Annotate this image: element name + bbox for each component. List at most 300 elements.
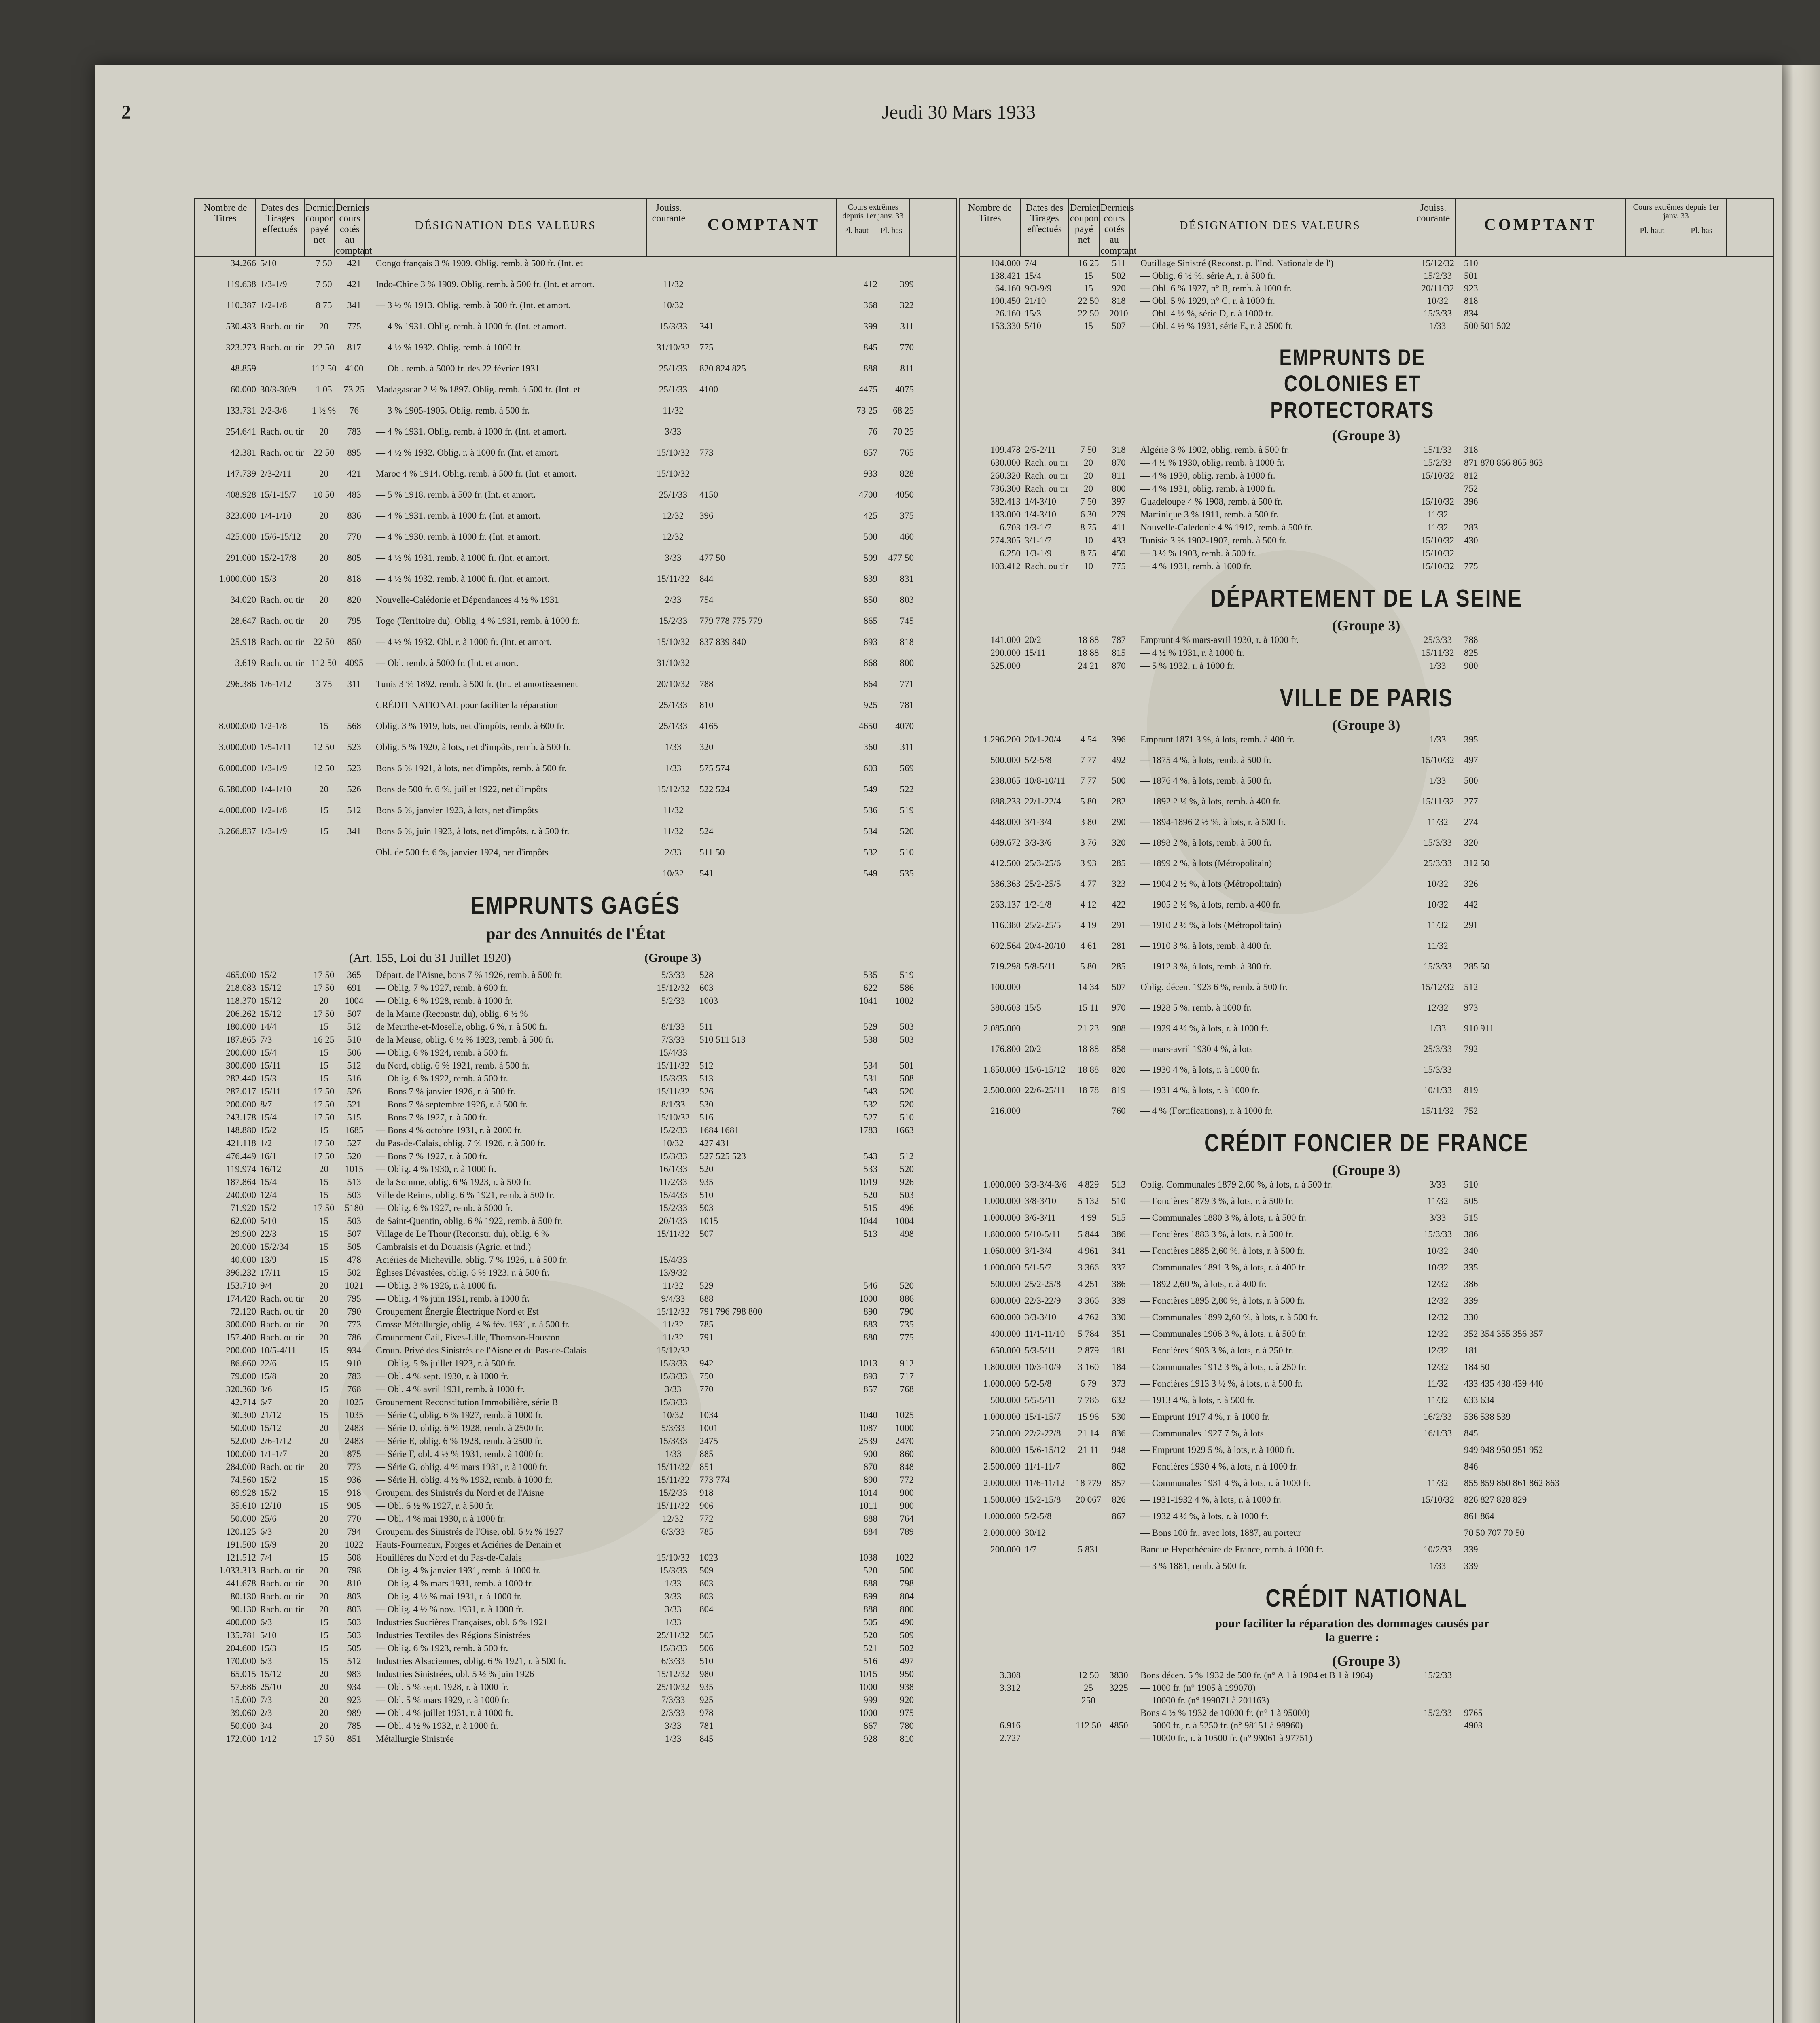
cell-plus-bas: 502: [900, 1643, 914, 1653]
cell-plus-haut: [1630, 647, 1678, 659]
cell-coupon: 15: [319, 1630, 328, 1640]
cell-comptant: [695, 1254, 841, 1266]
cell-derniers-cours: [1104, 1707, 1134, 1719]
cell-comptant: 386: [1464, 1279, 1478, 1289]
cell-coupon: 18 88: [1078, 635, 1099, 645]
table-row: [195, 1254, 956, 1266]
cell-comptant: 515: [1464, 1213, 1478, 1223]
table-row: [960, 1002, 1773, 1014]
cell-coupon: 4 61: [1080, 941, 1097, 951]
cell-tirages: 1/2-1/8: [260, 300, 287, 310]
table-row: [195, 1422, 956, 1434]
table-row: [195, 1189, 956, 1201]
cell-coupon: 24 21: [1078, 661, 1099, 671]
cell-tirages: 15/11: [1025, 648, 1046, 658]
cell-titres: 26.160: [995, 308, 1021, 318]
table-row: [195, 1552, 956, 1563]
cell-titres: 206.262: [226, 1009, 256, 1019]
cell-comptant: 510 511 513: [699, 1035, 746, 1045]
table-row: [960, 1444, 1773, 1456]
table-row: [195, 825, 956, 837]
cell-comptant: 819: [1464, 1085, 1478, 1095]
cell-plus-haut: 888: [863, 1578, 877, 1588]
cell-coupon: 15: [319, 1229, 328, 1239]
cell-tirages: Rach. ou tir: [260, 1306, 304, 1317]
cell-coupon: 7 77: [1080, 776, 1097, 786]
table-row: [195, 1681, 956, 1693]
cell-designation: — 4 ½ % 1932. Oblig. remb. à 1000 fr.: [376, 342, 522, 352]
cell-derniers-cours: 508: [347, 1552, 361, 1563]
cell-designation: Obl. de 500 fr. 6 %, janvier 1924, net d'impôts: [376, 847, 549, 857]
cell-comptant: 339: [1464, 1561, 1478, 1571]
cell-plus-haut: [1630, 560, 1678, 572]
cell-derniers-cours: 515: [347, 1112, 361, 1122]
cell-titres: 29.900: [230, 1229, 256, 1239]
table-row: [960, 1378, 1773, 1389]
cell-derniers-cours: 970: [1112, 1003, 1126, 1013]
cell-titres: 121.512: [226, 1552, 256, 1563]
cell-designation: Industries Textiles des Régions Sinistrées: [376, 1630, 530, 1640]
cell-plus-haut: 868: [863, 658, 877, 668]
right-table-header: [960, 199, 1773, 257]
cell-derniers-cours: 330: [1112, 1312, 1126, 1322]
cell-jouissance: 15/12/32: [657, 983, 690, 993]
cell-plus-haut: 527: [863, 1112, 877, 1122]
cell-derniers-cours: 934: [347, 1345, 361, 1355]
cell-derniers-cours: 795: [347, 616, 361, 626]
cell-tirages: 20/1-20/4: [1025, 734, 1061, 744]
cell-designation: — Foncières 1913 3 ½ %, à lots, r. à 500 fr.: [1140, 1378, 1303, 1389]
cell-plus-bas: 496: [900, 1203, 914, 1213]
cell-tirages: 5/10: [260, 1630, 277, 1640]
cell-comptant: 1684 1681: [699, 1125, 739, 1135]
cell-tirages: 20/2: [1025, 1044, 1041, 1054]
table-row: [195, 846, 956, 858]
cell-derniers-cours: 862: [1112, 1461, 1126, 1472]
cell-derniers-cours: 512: [347, 1656, 361, 1666]
cell-derniers-cours: 783: [347, 426, 361, 437]
cell-titres: 287.017: [226, 1086, 256, 1096]
cell-titres: 119.974: [226, 1164, 256, 1174]
cell-comptant: 844: [699, 574, 714, 584]
cell-titres: 284.000: [226, 1462, 256, 1472]
table-row: [195, 1073, 956, 1084]
table-row: [195, 1357, 956, 1369]
cell-designation: — 1875 4 %, à lots, remb. à 500 fr.: [1140, 755, 1271, 765]
table-row: [195, 1163, 956, 1175]
cell-coupon: 22 50: [313, 637, 335, 647]
cell-designation: — Communales 1899 2,60 %, à lots, r. à 500 fr.: [1140, 1312, 1318, 1322]
cell-derniers-cours: [1104, 1694, 1134, 1706]
table-row: [195, 1435, 956, 1447]
cell-jouissance: 15/10/32: [657, 1552, 690, 1563]
cell-plus-bas: 938: [900, 1682, 914, 1692]
cell-comptant: 427 431: [699, 1138, 730, 1148]
cell-plus-bas: [1678, 816, 1727, 828]
table-row: [960, 457, 1773, 469]
cell-comptant: 291: [1464, 920, 1478, 930]
cell-jouissance: 25/11/32: [657, 1630, 690, 1640]
cell-titres: 133.000: [990, 509, 1021, 520]
table-row: [195, 1319, 956, 1330]
cell-designation: Emprunt 4 % mars-avril 1930, r. à 1000 fr.: [1140, 635, 1299, 645]
cell-titres: 172.000: [226, 1734, 256, 1744]
table-row: [195, 1642, 956, 1654]
cell-jouissance: 15/11/32: [657, 1462, 690, 1472]
cell-derniers-cours: 386: [1112, 1229, 1126, 1239]
cell-coupon: 112 50: [311, 363, 337, 373]
table-row: [960, 1361, 1773, 1373]
cell-plus-haut: [1630, 981, 1678, 993]
table-row: [195, 363, 956, 374]
cell-derniers-cours: 2483: [345, 1436, 364, 1446]
cell-plus-haut: 4650: [859, 721, 877, 731]
table-row: [960, 816, 1773, 828]
cell-plus-haut: 515: [863, 1203, 877, 1213]
cell-titres: 1.000.000: [983, 1213, 1021, 1223]
cell-jouissance: 15/12/32: [1421, 982, 1454, 992]
cell-jouissance: 12/32: [1427, 1296, 1449, 1306]
cell-coupon: 8 75: [1080, 548, 1097, 558]
cell-plus-bas: 520: [900, 1099, 914, 1109]
cell-jouissance: [1415, 1444, 1460, 1456]
cell-designation: Groupement Reconstitution Immobilière, série B: [376, 1397, 558, 1407]
cell-comptant: 500: [1464, 776, 1478, 786]
cell-plus-haut: [841, 1267, 877, 1279]
cell-designation: — 4 ½ % 1931, r. à 1000 fr.: [1140, 648, 1244, 658]
cell-tirages: 11/6-11/12: [1025, 1478, 1065, 1488]
cell-coupon: 15 96: [1078, 1412, 1099, 1422]
cell-plus-bas: 790: [900, 1306, 914, 1317]
table-row: [960, 1394, 1773, 1406]
cell-comptant: [1460, 509, 1630, 520]
col-header-comptant: COMPTANT: [1456, 199, 1626, 256]
col-header-designation: DÉSIGNATION DES VALEURS: [1130, 199, 1411, 256]
cell-titres: 291.000: [226, 553, 256, 563]
table-row: [960, 547, 1773, 559]
table-row: [195, 1707, 956, 1719]
cell-coupon: 15: [319, 1242, 328, 1252]
cell-plus-bas: 920: [900, 1695, 914, 1705]
cell-designation: — 1912 3 %, à lots, remb. à 300 fr.: [1140, 961, 1271, 971]
cell-tirages: 1/7: [1025, 1544, 1037, 1554]
cell-jouissance: 15/3/33: [659, 1643, 688, 1653]
cell-derniers-cours: 768: [347, 1384, 361, 1394]
cell-tirages: 11/1-11/7: [1025, 1461, 1060, 1472]
cell-plus-bas: [1678, 1682, 1727, 1694]
table-row: [195, 1539, 956, 1550]
cell-plus-bas: 503: [900, 1022, 914, 1032]
cell-tirages: 25/3-25/6: [1025, 858, 1061, 868]
cell-plus-bas: 512: [900, 1151, 914, 1161]
cell-comptant: 510: [699, 1656, 714, 1666]
plbas-label: Pl. bas: [1691, 226, 1712, 235]
cell-plus-haut: 368: [863, 300, 877, 310]
cell-tirages: 3/1-3/4: [1025, 817, 1052, 827]
cell-designation: Guadeloupe 4 % 1908, remb. à 500 fr.: [1140, 496, 1283, 507]
cell-titres: 1.000.000: [983, 1196, 1021, 1206]
cell-coupon: 20: [319, 532, 328, 542]
cell-jouissance: 25/10/32: [657, 1682, 690, 1692]
cell-plus-bas: [1678, 1212, 1727, 1224]
table-row: [960, 647, 1773, 659]
cell-derniers-cours: 568: [347, 721, 361, 731]
cell-designation: Nouvelle-Calédonie 4 % 1912, remb. à 500 fr.: [1140, 522, 1313, 532]
cell-titres: 800.000: [990, 1445, 1021, 1455]
cell-designation: — 3 ½ % 1913. Oblig. remb. à 500 fr. (Int. et amort.: [376, 300, 571, 310]
cell-comptant: [695, 257, 841, 269]
cell-titres: 116.380: [991, 920, 1021, 930]
cell-plus-bas: 375: [900, 511, 914, 521]
cell-tirages: Rach. ou tir: [260, 1604, 304, 1614]
cell-tirages: 3/3-3/10: [1025, 1312, 1056, 1322]
cell-tirages: 15/4: [260, 1048, 277, 1058]
cell-titres: 2.000.000: [983, 1528, 1021, 1538]
right-rows-outillage: [960, 257, 1773, 332]
cell-plus-haut: 925: [863, 700, 877, 710]
cell-tirages: 3/3-3/4-3/6: [1025, 1179, 1067, 1190]
cell-comptant: [695, 804, 841, 816]
cell-comptant: 820 824 825: [699, 363, 746, 373]
cell-jouissance: 10/32: [662, 1410, 684, 1420]
cell-plus-haut: 888: [863, 1514, 877, 1524]
cell-titres: 52.000: [230, 1436, 256, 1446]
cell-plus-haut: 1000: [859, 1682, 877, 1692]
cell-plus-bas: 1004: [895, 1216, 914, 1226]
cell-plus-bas: 926: [900, 1177, 914, 1187]
table-row: [195, 1021, 956, 1033]
cell-plus-bas: [1678, 1278, 1727, 1290]
cell-tirages: 2/2-3/8: [260, 405, 287, 416]
table-row: [960, 1064, 1773, 1075]
cell-comptant: [695, 1241, 841, 1253]
section-groupe-colonies: (Groupe 3): [1332, 427, 1400, 443]
cell-coupon: 4 99: [1080, 1213, 1097, 1223]
cell-designation: Ville de Reims, oblig. 6 % 1921, remb. à 500 fr.: [376, 1190, 555, 1200]
cell-tirages: 15/4: [260, 1112, 277, 1122]
cell-tirages: 15/1-15/7: [260, 490, 297, 500]
cell-titres: 263.137: [990, 899, 1021, 910]
cell-jouissance: 15/11/32: [657, 1086, 690, 1096]
cell-jouissance: 15/2/33: [659, 1488, 688, 1498]
cell-derniers-cours: 503: [347, 1216, 361, 1226]
cell-tirages: 1/4-1/10: [260, 511, 292, 521]
cell-derniers-cours: 989: [347, 1708, 361, 1718]
cell-derniers-cours: 507: [347, 1009, 361, 1019]
cell-tirages: 22/3-22/9: [1025, 1296, 1061, 1306]
cell-jouissance: 1/33: [665, 1617, 682, 1627]
cell-coupon: 3 80: [1080, 817, 1097, 827]
cell-comptant: 505: [699, 1630, 714, 1640]
cell-derniers-cours: 503: [347, 1617, 361, 1627]
cell-coupon: 15: [319, 1022, 328, 1032]
cell-titres: 138.421: [990, 271, 1021, 281]
cell-designation: — Série H, oblig. 4 ½ % 1932, remb. à 1000 fr.: [376, 1475, 553, 1485]
cell-plus-haut: 870: [863, 1462, 877, 1472]
cell-comptant: 433 435 438 439 440: [1464, 1378, 1543, 1389]
cell-coupon: [309, 846, 339, 858]
cell-jouissance: 15/4/33: [659, 1190, 688, 1200]
table-row: [195, 1228, 956, 1240]
cell-plus-bas: [1678, 560, 1727, 572]
table-row: [195, 1150, 956, 1162]
cell-titres: 6.000.000: [219, 763, 256, 773]
cell-comptant: 522 524: [699, 784, 730, 794]
cell-coupon: 14 34: [1078, 982, 1099, 992]
cell-coupon: 15: [319, 1177, 328, 1187]
cell-derniers-cours: 786: [347, 1332, 361, 1342]
cell-designation: — Communales 1891 3 %, à lots, r. à 400 fr.: [1140, 1262, 1307, 1272]
cell-derniers-cours: 798: [347, 1565, 361, 1576]
cell-tirages: 15/4: [260, 1177, 277, 1187]
cell-designation: — 4 % 1931, remb. à 1000 fr.: [1140, 561, 1252, 571]
cell-jouissance: 15/10/32: [1421, 471, 1454, 481]
cell-plus-bas: [1678, 981, 1727, 993]
cell-plus-haut: 549: [863, 868, 877, 878]
cell-jouissance: 15/10/32: [1421, 535, 1454, 545]
cell-jouissance: [651, 1539, 695, 1550]
cell-comptant: 804: [699, 1604, 714, 1614]
cell-designation: — Obl. 4 ½ % 1932, r. à 1000 fr.: [376, 1721, 498, 1731]
cell-jouissance: 1/33: [1429, 321, 1446, 331]
table-row: [960, 634, 1773, 646]
cell-designation: — 1910 2 ½ %, à lots (Métropolitain): [1140, 920, 1282, 930]
cell-coupon: 3 366: [1078, 1296, 1099, 1306]
table-row: [960, 1527, 1773, 1539]
cell-tirages: 15/2-17/8: [260, 553, 297, 563]
cell-jouissance: [651, 257, 695, 269]
cell-coupon: 20: [319, 1319, 328, 1330]
table-row: [960, 1560, 1773, 1572]
table-row: [960, 270, 1773, 282]
cell-jouissance: 15/10/32: [1421, 755, 1454, 765]
cell-jouissance: 15/3/33: [1423, 961, 1452, 971]
cell-plus-bas: [1678, 1411, 1727, 1423]
cell-derniers-cours: 1025: [345, 1397, 364, 1407]
cell-designation: Nouvelle-Calédonie et Dépendances 4 ½ % 1931: [376, 595, 559, 605]
cell-coupon: 15: [1084, 271, 1093, 281]
cell-derniers-cours: 478: [347, 1255, 361, 1265]
cell-titres: 60.000: [230, 384, 256, 394]
cell-jouissance: 3/33: [665, 1604, 682, 1614]
cell-comptant: 442: [1464, 899, 1478, 910]
cell-titres: 119.638: [226, 279, 256, 289]
cell-plus-haut: [1630, 1394, 1678, 1406]
cell-tirages: 15/12: [260, 1423, 282, 1433]
cell-derniers-cours: 76: [350, 405, 359, 416]
cell-plus-bas: [1678, 470, 1727, 481]
section-title-credit-national: CRÉDIT NATIONAL: [1265, 1584, 1468, 1612]
cell-jouissance: 10/32: [1427, 296, 1449, 306]
cell-titres: 50.000: [230, 1721, 256, 1731]
cell-jouissance: 5/3/33: [661, 970, 685, 980]
cell-designation: Cambraisis et du Douaisis (Agric. et ind.): [376, 1242, 531, 1252]
cell-coupon: 20: [1084, 458, 1093, 468]
cell-jouissance: [1415, 1527, 1460, 1539]
cell-jouissance: 1/33: [1429, 1023, 1446, 1033]
cell-coupon: 20: [319, 784, 328, 794]
cell-plus-bas: 569: [900, 763, 914, 773]
cell-plus-haut: 532: [863, 847, 877, 857]
cell-coupon: 20: [319, 1306, 328, 1317]
col-header-jouiss: Jouiss. courante: [647, 199, 691, 256]
cell-jouissance: 10/32: [1427, 879, 1449, 889]
cell-comptant: 788: [699, 679, 714, 689]
cell-plus-haut: 857: [863, 447, 877, 458]
cell-jouissance: 1/33: [665, 1449, 682, 1459]
cell-titres: 476.449: [226, 1151, 256, 1161]
table-row: [960, 1707, 1773, 1719]
cell-coupon: [309, 867, 339, 879]
cell-titres: 500.000: [990, 755, 1021, 765]
cell-derniers-cours: 948: [1112, 1445, 1126, 1455]
cell-plus-bas: 68 25: [893, 405, 914, 416]
cell-designation: — Obl. remb. à 5000 fr. des 22 février 1931: [376, 363, 540, 373]
cell-designation: — Foncières 1895 2,80 %, à lots, r. à 500 fr.: [1140, 1296, 1305, 1306]
cell-comptant: 812: [1464, 471, 1478, 481]
table-row: [960, 1682, 1773, 1694]
table-row: [960, 444, 1773, 456]
cell-titres: 320.360: [226, 1384, 256, 1394]
table-row: [960, 1544, 1773, 1555]
cell-comptant: 772: [699, 1514, 714, 1524]
cell-designation: — 4 ½ % 1932. Obl. r. à 1000 fr. (Int. et amort.: [376, 637, 552, 647]
table-row: [195, 489, 956, 500]
cell-coupon: 3 160: [1078, 1362, 1099, 1372]
cell-tirages: Rach. ou tir: [260, 342, 304, 352]
cell-tirages: 10/5-4/11: [260, 1345, 296, 1355]
table-row: [960, 899, 1773, 910]
cell-titres: 90.130: [230, 1604, 256, 1614]
cell-designation: Houillères du Nord et du Pas-de-Calais: [376, 1552, 522, 1563]
cell-comptant: [1460, 940, 1630, 952]
cell-titres: 6.250: [1000, 548, 1021, 558]
cours-extremes-label: Cours extrêmes depuis 1er janv. 33: [842, 203, 904, 221]
cell-plus-bas: 886: [900, 1294, 914, 1304]
cell-jouissance: 15/11/32: [657, 1501, 690, 1511]
cell-plus-bas: 508: [900, 1073, 914, 1084]
cell-coupon: 16 25: [1078, 258, 1099, 268]
cell-plus-bas: [1678, 547, 1727, 559]
cell-jouissance: 2/33: [665, 595, 682, 605]
cell-tirages: 9/3-9/9: [1025, 283, 1052, 293]
cell-titres: 34.266: [230, 258, 256, 268]
table-row: [960, 775, 1773, 787]
cell-plus-haut: [1630, 1461, 1678, 1472]
table-row: [195, 1098, 956, 1110]
cell-comptant: [695, 278, 841, 290]
cell-plus-haut: [1630, 270, 1678, 282]
cell-plus-bas: 818: [900, 637, 914, 647]
col-header-dates: Dates des Tirages effectués: [1021, 199, 1069, 256]
cell-coupon: 17 50: [313, 1734, 335, 1744]
cell-plus-haut: 884: [863, 1527, 877, 1537]
cell-tirages: 2/3-2/11: [260, 469, 292, 479]
cell-tirages: 22/6: [260, 1358, 277, 1368]
cell-plus-haut: [1630, 1262, 1678, 1273]
cell-designation: — 1894-1896 2 ½ %, à lots, r. à 500 fr.: [1140, 817, 1286, 827]
cell-tirages: 3/1-3/4: [1025, 1246, 1052, 1256]
cell-designation: — Série E, oblig. 6 % 1928, remb. à 2500 fr.: [376, 1436, 543, 1446]
cell-designation: — Oblig. 6 ½ %, série A, r. à 500 fr.: [1140, 271, 1275, 281]
cell-coupon: 22 50: [1078, 308, 1099, 318]
cell-titres: 888.233: [990, 796, 1021, 806]
cell-derniers-cours: 290: [1112, 817, 1126, 827]
cell-jouissance: 6/3/33: [661, 1656, 685, 1666]
cell-jouissance: [1415, 1732, 1460, 1744]
cell-derniers-cours: 515: [1112, 1213, 1126, 1223]
cell-comptant: [695, 405, 841, 416]
